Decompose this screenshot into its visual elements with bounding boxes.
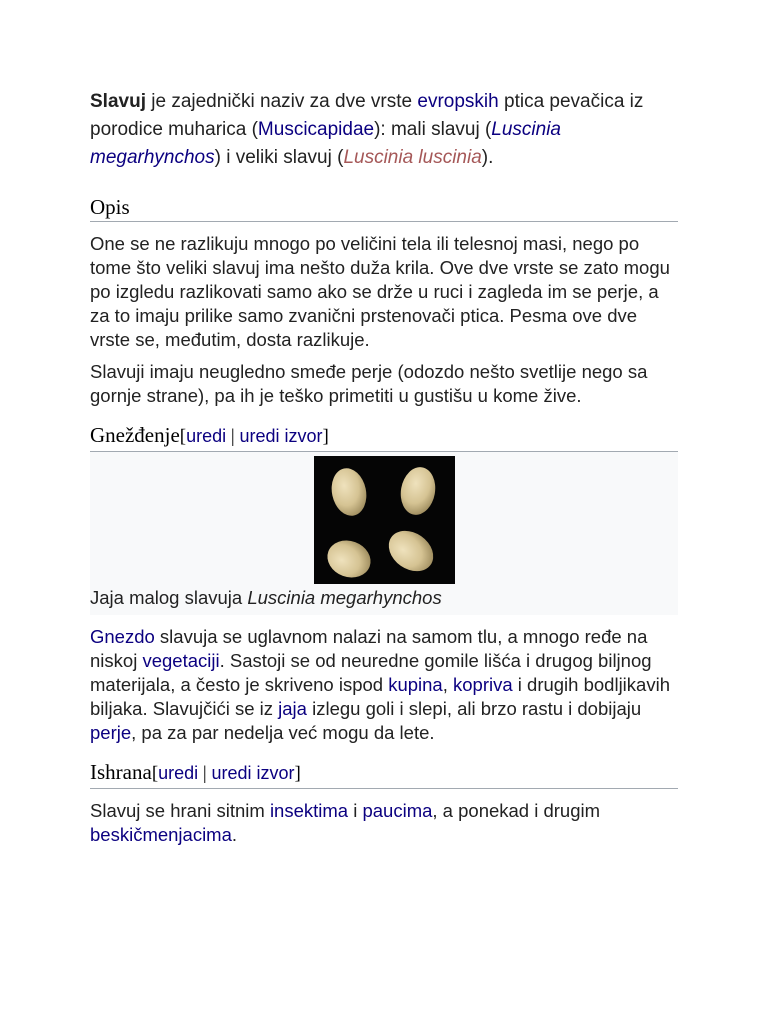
intro-paragraph: Slavuj je zajednički naziv za dve vrste evropskih ptica pevačica iz porodice muharica (Muscicapidae): mali slavuj (Luscinia megarhynchos) i veliki slavuj (Luscinia luscinia). xyxy=(90,91,644,168)
heading-ishrana: Ishrana[uredi | uredi izvor] xyxy=(90,759,678,789)
heading-opis: Opis xyxy=(90,194,678,222)
link-gnezdo[interactable]: Gnezdo xyxy=(90,626,155,647)
link-perje[interactable]: perje xyxy=(90,722,132,743)
link-paucima[interactable]: paucima xyxy=(362,800,433,821)
ishrana-paragraph: Slavuj se hrani sitnim insektima i paucima, a ponekad i drugim beskičmenjacima. xyxy=(90,800,601,845)
nightingale-eggs-image[interactable] xyxy=(314,456,455,584)
image-thumbnail xyxy=(90,452,678,615)
eggs-picture xyxy=(314,456,455,584)
link-beskicmenjacima[interactable]: beskičmenjacima xyxy=(90,824,232,845)
link-muscicapidae[interactable]: Muscicapidae xyxy=(257,119,375,140)
opis-paragraph-1: One se ne razlikuju mnogo po veličini tela ili telesnoj masi, nego po tome što veliki slavuj ima nešto duža krila. Ove dve vrste se zato mogu po izgledu razlikovati samo ako se drže u ruci i zagleda im se perje, a za to imaju prilike samo zvanični prstenovači ptica. Pesma ove dve vrste se, međutim, dosta razlikuje. xyxy=(90,233,670,350)
link-kupina[interactable]: kupina xyxy=(388,674,443,695)
link-luscinia-megarhynchos[interactable]: Luscinia megarhynchos xyxy=(90,119,561,168)
edit-source-link[interactable]: uredi izvor xyxy=(239,426,323,446)
link-kopriva[interactable]: kopriva xyxy=(453,674,513,695)
link-evropskih[interactable]: evropskih xyxy=(417,91,499,112)
edit-section-links: [uredi | uredi izvor] xyxy=(179,426,329,447)
link-jaja[interactable]: jaja xyxy=(278,698,307,719)
link-vegetaciji[interactable]: vegetaciji xyxy=(142,650,220,671)
link-luscinia-luscinia[interactable]: Luscinia luscinia xyxy=(343,147,482,168)
opis-paragraph-2: Slavuji imaju neugledno smeđe perje (odozdo nešto svetlije nego sa gornje strane), pa ih je teško primetiti u gustišu u kome žive. xyxy=(90,361,648,406)
link-insektima[interactable]: insektima xyxy=(269,800,349,821)
image-caption: Jaja malog slavuja Luscinia megarhynchos xyxy=(90,587,442,608)
edit-source-link[interactable]: uredi izvor xyxy=(211,763,295,783)
heading-gnezdjenje: Gnežđenje[uredi | uredi izvor] xyxy=(90,422,678,452)
gnezdjenje-paragraph: Gnezdo slavuja se uglavnom nalazi na samom tlu, a mnogo ređe na niskoj vegetaciji. Sastoji se od neuredne gomile lišća i drugog biljnog materijala, a često je skriveno ispod kupina, kopriva i drugih bodljikavih biljaka. Slavujčići se iz jaja izlegu goli i slepi, ali brzo rastu i dobijaju perje, pa za par nedelja već mogu da lete. xyxy=(90,626,670,743)
bold-term: Slavuj xyxy=(90,91,146,112)
edit-link[interactable]: uredi xyxy=(158,763,199,783)
edit-link[interactable]: uredi xyxy=(186,426,227,446)
edit-section-links: [uredi | uredi izvor] xyxy=(151,763,301,784)
article-content xyxy=(90,88,678,847)
